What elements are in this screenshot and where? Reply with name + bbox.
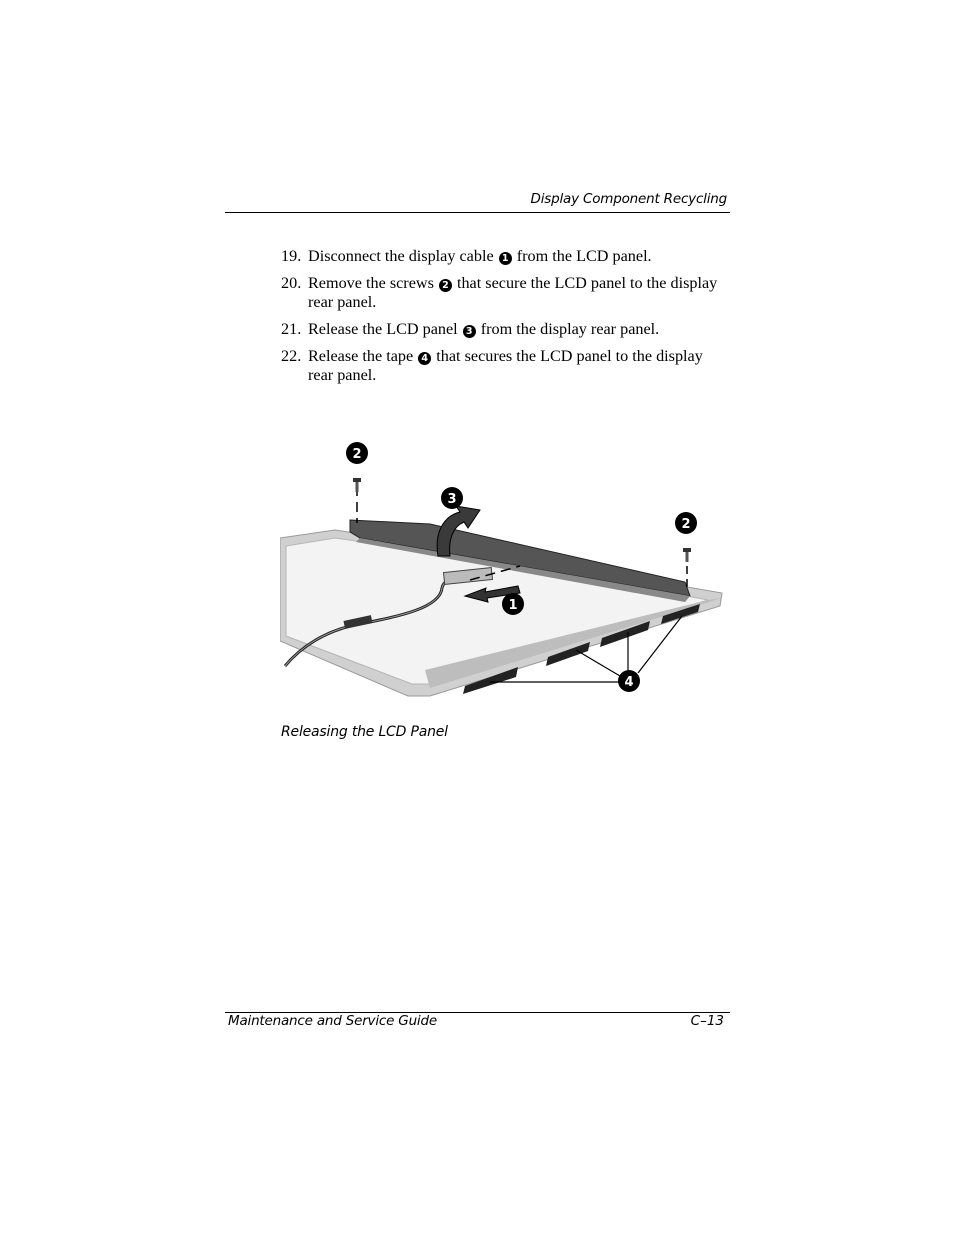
footer-guide-title: Maintenance and Service Guide — [228, 1013, 437, 1029]
callout-bullet: 4 — [418, 352, 431, 365]
callout-label: 3 — [447, 492, 457, 507]
step-text: from the display rear panel. — [476, 320, 660, 338]
step-item — [281, 247, 731, 266]
instruction-steps — [281, 247, 731, 393]
step-text: Release the LCD panel — [308, 320, 462, 338]
callout-3 — [441, 487, 463, 509]
step-text: from the LCD panel. — [512, 247, 652, 265]
callout-label: 4 — [624, 675, 634, 690]
step-number: 22. — [281, 347, 302, 365]
screw-icon — [683, 548, 691, 562]
lcd-panel-illustration — [280, 438, 730, 708]
page-number: C–13 — [690, 1013, 724, 1029]
callout-2-right — [675, 512, 697, 534]
callout-2-top-left — [346, 442, 368, 464]
step-item — [281, 274, 731, 312]
step-text: Release the tape — [308, 347, 418, 365]
step-item — [281, 320, 731, 339]
screw-icon — [353, 478, 361, 492]
step-text: that secures the LCD panel to the display rear panel. — [308, 347, 703, 384]
step-number: 21. — [281, 320, 302, 338]
callout-label: 2 — [681, 517, 691, 532]
step-text: Remove the screws — [308, 274, 438, 292]
callout-4 — [618, 670, 640, 692]
callout-bullet: 3 — [463, 325, 476, 338]
step-text: Disconnect the display cable — [308, 247, 498, 265]
callout-label: 2 — [352, 447, 362, 462]
callout-bullet: 2 — [439, 279, 452, 292]
callout-1 — [502, 593, 524, 615]
figure-caption: Releasing the LCD Panel — [281, 724, 448, 740]
running-header: Display Component Recycling — [530, 191, 727, 207]
step-number: 19. — [281, 247, 302, 265]
callout-label: 1 — [508, 598, 518, 613]
header-rule — [225, 212, 730, 213]
step-number: 20. — [281, 274, 302, 292]
step-item — [281, 347, 731, 385]
callout-bullet: 1 — [499, 252, 512, 265]
step-text: that secure the LCD panel to the display rear panel. — [308, 274, 718, 311]
